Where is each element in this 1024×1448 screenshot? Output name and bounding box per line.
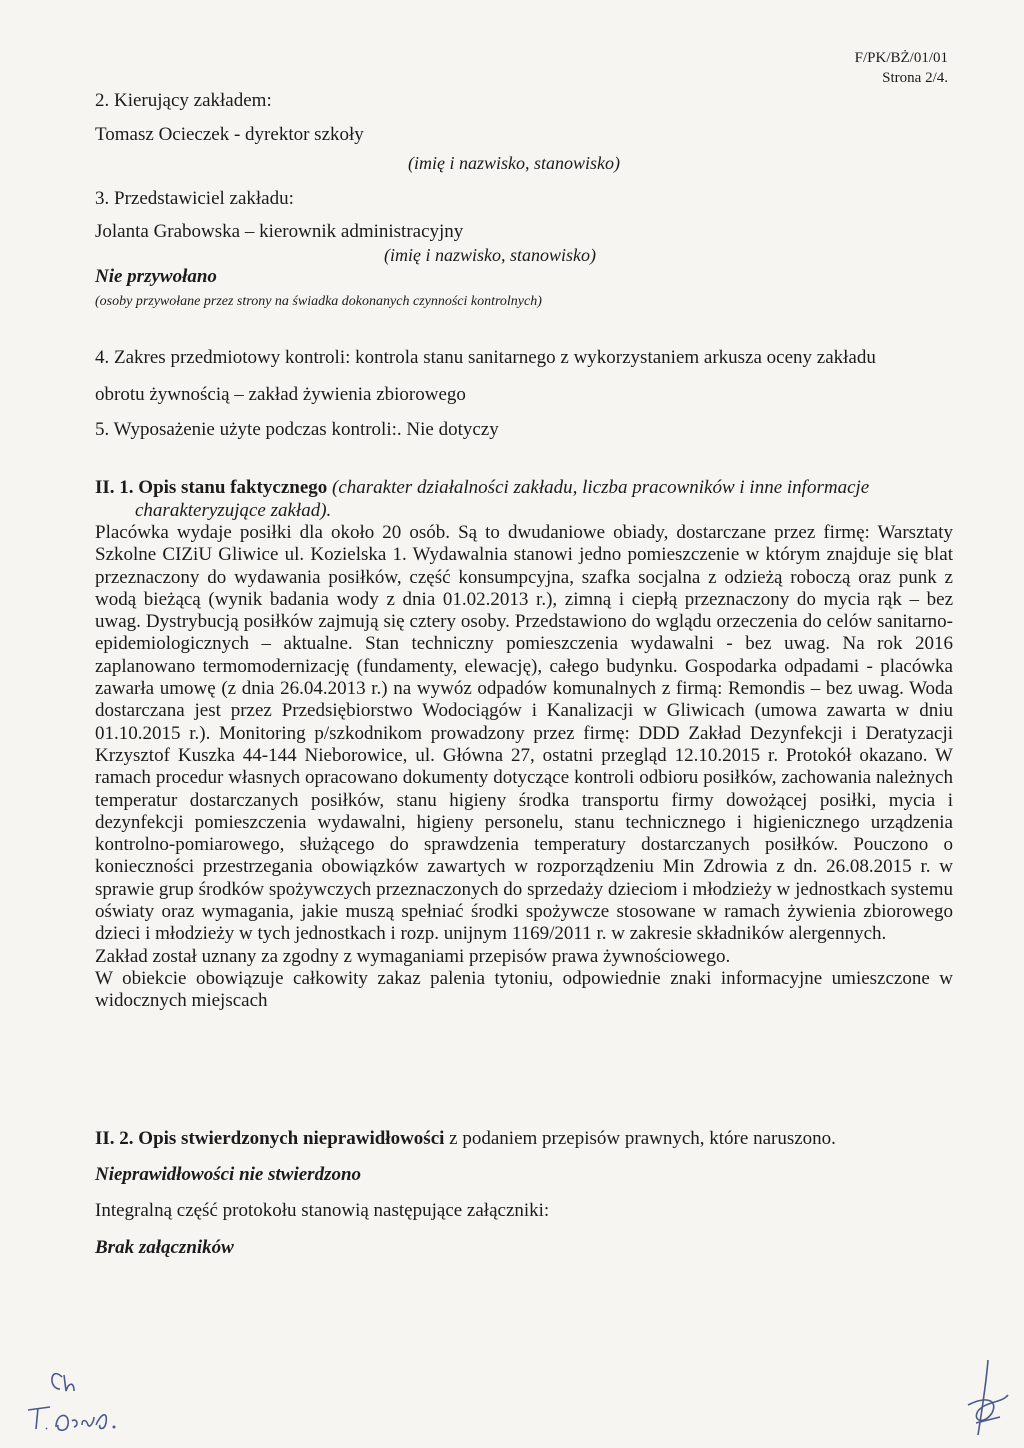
section-II2-title (95, 1127, 953, 1150)
section-II1-title-italic: (charakter działalności zakładu, liczba pracowników i inne informacje (332, 477, 870, 498)
section-2-heading: 2. Kierujący zakładem: (95, 90, 272, 111)
section-3-person: Jolanta Grabowska – kierownik administracyjny (95, 221, 464, 242)
handwritten-signature-left (20, 1355, 130, 1440)
section-4-line1: 4. Zakres przedmiotowy kontroli: kontrola stanu sanitarnego z wykorzystaniem arkusza oceny zakładu (95, 347, 876, 368)
section-II2-title-bold: II. 2. Opis stwierdzonych nieprawidłowości (95, 1128, 445, 1149)
section-II1-body: Placówka wydaje posiłki dla około 20 osób. Są to dwudaniowe obiady, dostarczane przez firmę: Warsztaty Szkolne CIZiU Gliwice ul. Kozielska 1. Wydawalnia stanowi jedno pomieszczenie w którym znajduje się blat przeznaczony do wydawania posiłków, część konsumpcyjna, szafka socjalna z odzieżą roboczą oraz punk z wodą bieżącą (wynik badania wody z dnia 01.02.2013 r.), zimną i ciepłą przeznaczony do mycia rąk – bez uwag. Dystrybucją posiłków zajmują się cztery osoby. Przedstawiono do wglądu orzeczenia do celów sanitarno-epidemiologicznych – aktualne. Stan techniczny pomieszczenia wydawalni - bez uwag. Na rok 2016 zaplanowano termomodernizację (fundamenty, elewację), całego budynku. Gospodarka odpadami - placówka zawarła umowę (z dnia 26.04.2013 r.) na wywóz odpadów komunalnych z firmą: Remondis – bez uwag. Woda dostarczana jest przez Przedsiębiorstwo Wodociągów i Kanalizacji w Gliwicach (umowa zawarta w dniu 01.10.2015 r.). Monitoring p/szkodnikom prowadzony przez firmę: DDD Zakład Dezynfekcji i Deratyzacji Krzysztof Kuszka 44-144 Nieborowice, ul. Główna 27, ostatni przegląd 12.10.2015 r. Protokół okazano. W ramach procedur własnych opracowano dokumenty dotyczące kontroli odbioru posiłków, zachowania należnych temperatur dostarczanych posiłków, stanu higieny środka transportu firmy dowożącej posiłki, mycia i dezynfekcji pomieszczenia wydawalni, higieny personelu, stanu technicznego i higienicznego urządzenia kontrolno-pomiarowego, służącego do sprawdzenia temperatury dostarczanych posiłków. Pouczono o konieczności przestrzegania obowiązków zawartych w rozporządzeniu Min Zdrowia z dn. 26.08.2015 r. w sprawie grup środków spożywczych przeznaczonych do sprzedaży dzieciom i młodzieży w jednostkach systemu oświaty oraz wymagania, jakie muszą spełniać środki spożywcze stosowane w ramach żywienia zbiorowego dzieci i młodzieży w tych jednostkach i rozp. unijnym 1169/2011 r. w zakresie składników alergennych. (95, 522, 953, 945)
page-number: Strona 2/4. (882, 70, 948, 86)
irregularities-result: Nieprawidłowości nie stwierdzono (95, 1164, 362, 1185)
section-II1-body-block (95, 522, 953, 1013)
conformity-statement: Zakład został uznany za zgodny z wymaganiami przepisów prawa żywnościowego. (95, 945, 731, 967)
witness-caption: (osoby przywołane przez strony na świadka dokonanych czynności kontrolnych) (95, 294, 542, 309)
attachments-value: Brak załączników (95, 1237, 234, 1258)
section-II1-title-italic-2: charakteryzujące zakład). (135, 500, 332, 521)
page-header (855, 48, 948, 88)
section-5: 5. Wyposażenie użyte podczas kontroli:. Nie dotyczy (95, 419, 499, 440)
section-II1-title-bold: II. 1. Opis stanu faktycznego (95, 477, 328, 498)
section-4-line2: obrotu żywnością – zakład żywienia zbiorowego (95, 384, 466, 405)
attachments-intro: Integralną część protokołu stanowią następujące załączniki: (95, 1200, 550, 1221)
section-2-person: Tomasz Ocieczek - dyrektor szkoły (95, 124, 364, 145)
section-3-heading: 3. Przedstawiciel zakładu: (95, 188, 294, 209)
section-II2-title-rest: z podaniem przepisów prawnych, które naruszono. (444, 1128, 836, 1149)
handwritten-signature-right (948, 1355, 1018, 1445)
smoking-statement: W obiekcie obowiązuje całkowity zakaz palenia tytoniu, odpowiednie znaki informacyjne umieszczone w widocznych miejscach (95, 967, 953, 1012)
section-II1-title (95, 476, 953, 522)
witness-value: Nie przywołano (95, 266, 217, 287)
section-2-caption: (imię i nazwisko, stanowisko) (408, 153, 620, 173)
section-3-caption: (imię i nazwisko, stanowisko) (384, 245, 596, 265)
form-code: F/PK/BŻ/01/01 (854, 50, 948, 66)
